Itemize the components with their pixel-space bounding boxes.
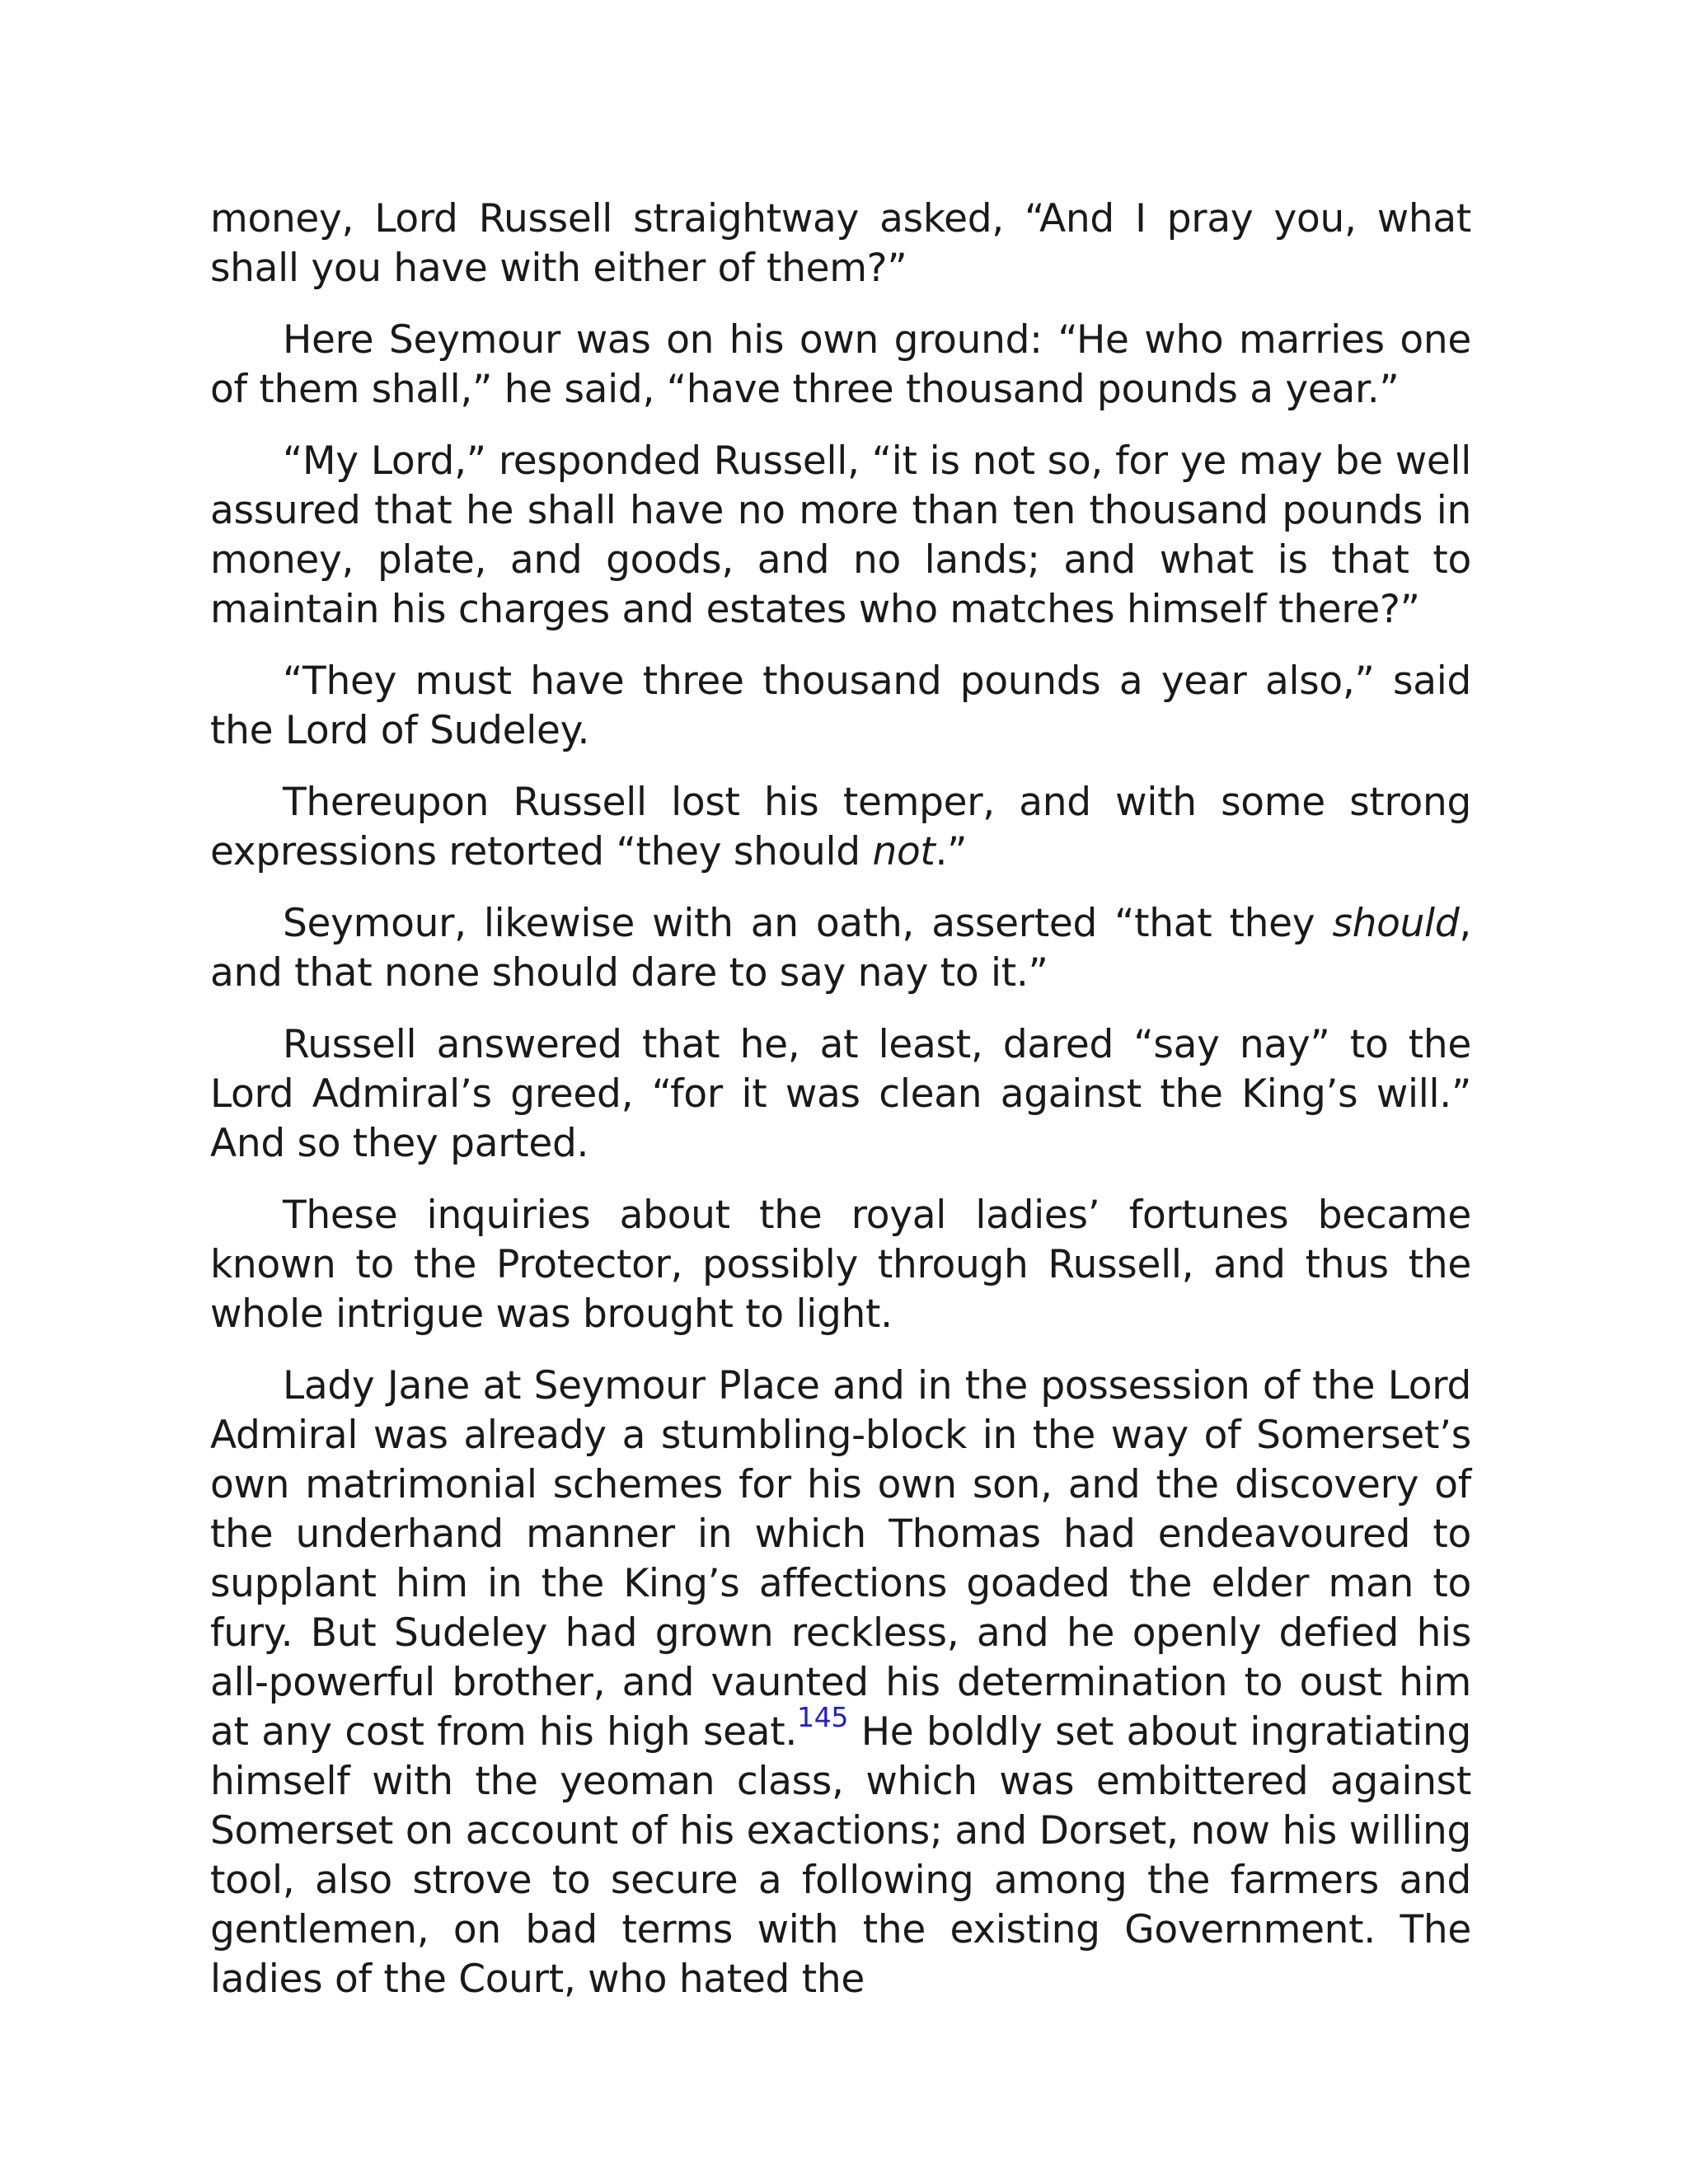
emphasis-text: not bbox=[872, 829, 935, 874]
paragraph-text: He boldly set about ingratiating himself with the yeoman class, which was embittered against Somerset on account of his exactions; and Dorset, now his willing tool, also strove to secure a following among the farmers and gentlemen, on bad terms with the existing Government. The ladies of the Court, who hated the bbox=[210, 1709, 1471, 2002]
paragraph: “My Lord,” responded Russell, “it is not so, for ye may be well assured that he shall have no more than ten thousand pounds in money, plate, and goods, and no lands; and what is that to maintain his charges and estates who matches himself there?” bbox=[210, 438, 1471, 632]
paragraph-text: .” bbox=[935, 829, 968, 874]
paragraph-text: Lady Jane at Seymour Place and in the possession of the Lord Admiral was already a stumbling-block in the way of Somerset’s own matrimonial schemes for his own son, and the discovery of the underhand manner in which Thomas had endeavoured to supplant him in the King’s affections goaded the elder man to fury. But Sudeley had grown reckless, and he openly defied his all-powerful brother, and vaunted his determination to oust him at any cost from his high seat. bbox=[210, 1363, 1471, 1755]
footnote-link[interactable]: 145 bbox=[797, 1701, 849, 1733]
paragraph: These inquiries about the royal ladies’ fortunes became known to the Protector, possibly through Russell, and thus the whole intrigue was brought to light. bbox=[210, 1193, 1471, 1337]
paragraph-text: , and that none should dare to say nay to it.” bbox=[210, 901, 1471, 996]
paragraph-text: Seymour, likewise with an oath, asserted “that they bbox=[283, 901, 1333, 946]
paragraph bbox=[210, 778, 1471, 877]
paragraph bbox=[210, 1361, 1471, 2004]
paragraph-text: Thereupon Russell lost his temper, and with some strong expressions retorted “they should bbox=[210, 780, 1471, 874]
paragraph bbox=[210, 899, 1471, 998]
paragraph: Here Seymour was on his own ground: “He who marries one of them shall,” he said, “have three thousand pounds a year.” bbox=[210, 317, 1471, 412]
book-page bbox=[210, 194, 1471, 2027]
paragraph: Russell answered that he, at least, dared “say nay” to the Lord Admiral’s greed, “for it was clean against the King’s will.” And so they parted. bbox=[210, 1022, 1471, 1166]
paragraph: “They must have three thousand pounds a year also,” said the Lord of Sudeley. bbox=[210, 658, 1471, 753]
paragraph-continued: money, Lord Russell straightway asked, “And I pray you, what shall you have with either of them?” bbox=[210, 196, 1471, 291]
emphasis-text: should bbox=[1332, 901, 1460, 946]
